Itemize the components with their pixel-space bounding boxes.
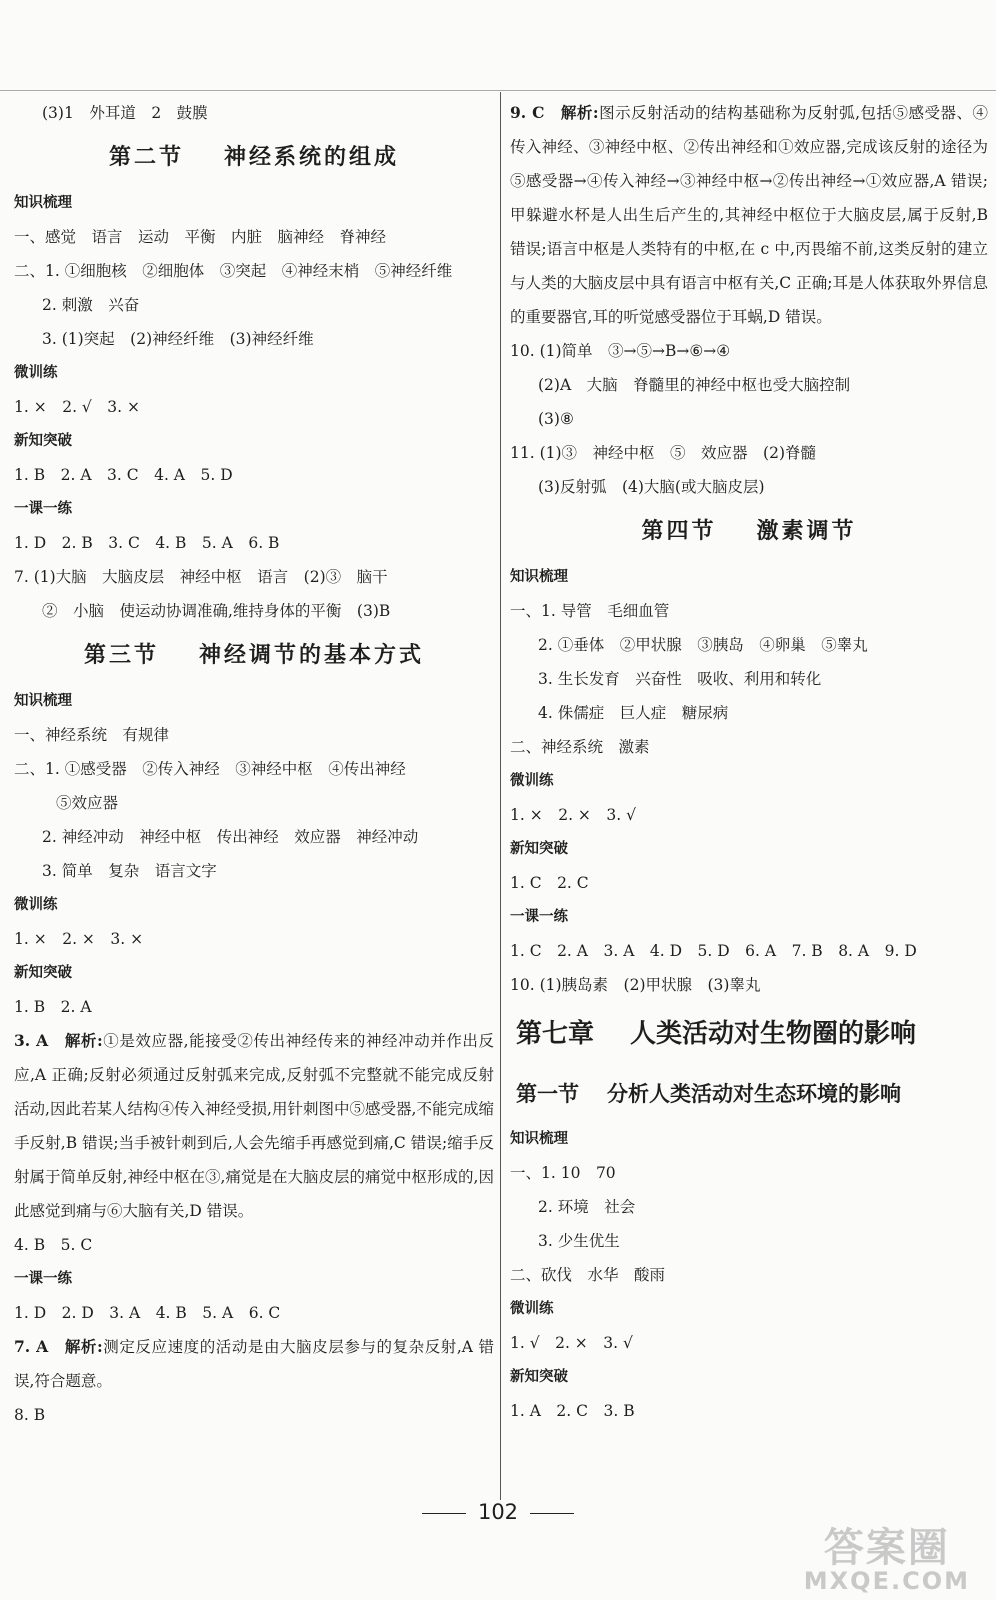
section-4-title xyxy=(510,504,988,560)
intro-answer: (3)1 外耳道 2 鼓膜 xyxy=(42,104,208,122)
answer-line: 1. × 2. × 3. × xyxy=(14,930,144,948)
answer-line: 1. C 2. A 3. A 4. D 5. D 6. A 7. B 8. A 9. D xyxy=(510,942,917,960)
section-1-answers xyxy=(510,1122,988,1428)
answer-head: 7. A 解析: xyxy=(14,1337,103,1356)
section-title: 分析人类活动对生态环境的影响 xyxy=(607,1082,901,1106)
answer-line: 1. B 2. A xyxy=(14,998,92,1016)
answer-line: (2)A 大脑 脊髓里的神经中枢也受大脑控制 xyxy=(538,376,851,394)
subheading: 一课一练 xyxy=(510,909,568,925)
answer-line: 2. 刺激 兴奋 xyxy=(42,296,140,314)
subheading: 知识梳理 xyxy=(510,1131,568,1147)
subheading: 知识梳理 xyxy=(14,693,72,709)
answer-line: 10. (1)胰岛素 (2)甲状腺 (3)睾丸 xyxy=(510,976,761,994)
answer-head: 3. A 解析: xyxy=(14,1031,103,1050)
section-2-answers xyxy=(14,186,494,628)
answers-q10-q11 xyxy=(510,334,988,504)
answer-line: 4. B 5. C xyxy=(14,1236,93,1254)
subheading: 知识梳理 xyxy=(510,569,568,585)
section-1-title xyxy=(510,1066,988,1122)
answer-line: 1. √ 2. × 3. √ xyxy=(510,1334,633,1352)
watermark-logo xyxy=(804,1516,970,1595)
answer-line: 1. C 2. C xyxy=(510,874,589,892)
left-column xyxy=(14,96,494,1432)
chapter-number: 第七章 xyxy=(516,1019,595,1049)
section-4-answers xyxy=(510,560,988,1002)
answer-line: 1. × 2. × 3. √ xyxy=(510,806,636,824)
subheading: 新知突破 xyxy=(14,433,72,449)
answer-line: ② 小脑 使运动协调准确,维持身体的平衡 (3)B xyxy=(42,602,391,620)
section-2-title xyxy=(14,130,494,186)
right-column xyxy=(510,96,988,1428)
subheading: 微训练 xyxy=(14,365,58,381)
subheading: 知识梳理 xyxy=(14,195,72,211)
answer-line: 11. (1)③ 神经中枢 ⑤ 效应器 (2)脊髓 xyxy=(510,444,816,462)
answer-explanation-q9 xyxy=(510,96,988,334)
answer-line: 8. B xyxy=(14,1406,46,1424)
subheading: 新知突破 xyxy=(14,965,72,981)
subheading: 一课一练 xyxy=(14,1271,72,1287)
section-number: 第四节 xyxy=(641,519,717,544)
section-number: 第二节 xyxy=(108,145,184,170)
chapter-7-title xyxy=(510,1002,988,1066)
answer-line: 2. 神经冲动 神经中枢 传出神经 效应器 神经冲动 xyxy=(42,828,419,846)
answer-line: ⑤效应器 xyxy=(56,794,119,812)
answer-line: 3. (1)突起 (2)神经纤维 (3)神经纤维 xyxy=(42,330,314,348)
section-3-answers xyxy=(14,684,494,1024)
explanation-text: 测定反应速度的活动是由大脑皮层参与的复杂反射,A 错误,符合题意。 xyxy=(14,1338,494,1390)
subheading: 新知突破 xyxy=(510,841,568,857)
explanation-text: 图示反射活动的结构基础称为反射弧,包括⑤感受器、④传入神经、③神经中枢、②传出神经和①效应器,完成该反射的途径为⑤感受器→④传入神经→③神经中枢→②传出神经→①效应器,A 错误;甲躲避水杯是人出生后产生的,其神经中枢位于大脑皮层,属于反射,B 错误;语言中枢是人类特有的中枢,在 c 中,丙畏缩不前,这类反射的建立与人类的大脑皮层中具有语言中枢有关,C 正确;耳是人体获取外界信息的重要器官,耳的听觉感受器位于耳蜗,D 错误。 xyxy=(510,104,988,326)
answer-line: 一、神经系统 有规律 xyxy=(14,726,170,744)
answer-line: 4. 侏儒症 巨人症 糖尿病 xyxy=(538,704,729,722)
answer-line: 1. × 2. √ 3. × xyxy=(14,398,140,416)
answer-line: 10. (1)简单 ③→⑤→B→⑥→④ xyxy=(510,342,731,360)
answer-line: 一、1. 导管 毛细血管 xyxy=(510,602,670,620)
answer-explanation-q3 xyxy=(14,1024,494,1228)
footer-rule-right xyxy=(530,1513,574,1514)
section-title: 激素调节 xyxy=(756,519,857,544)
subheading: 微训练 xyxy=(14,897,58,913)
column-divider xyxy=(500,92,501,1500)
answer-line: 1. D 2. D 3. A 4. B 5. A 6. C xyxy=(14,1304,281,1322)
subheading: 微训练 xyxy=(510,773,554,789)
watermark-text: 答案圈 xyxy=(823,1525,950,1571)
answer-line: 一、感觉 语言 运动 平衡 内脏 脑神经 脊神经 xyxy=(14,228,387,246)
answer-line: 2. 环境 社会 xyxy=(538,1198,636,1216)
section-title: 神经系统的组成 xyxy=(224,145,400,170)
subheading: 微训练 xyxy=(510,1301,554,1317)
explanation-text: ①是效应器,能接受②传出神经传来的神经冲动并作出反应,A 正确;反射必须通过反射弧来完成,反射弧不完整就不能完成反射活动,因此若某人结构④传入神经受损,用针刺图中⑤感受器,不能完成缩手反射,B 错误;当手被针刺到后,人会先缩手再感觉到痛,C 错误;缩手反射属于简单反射,神经中枢在③,痛觉是在大脑皮层的痛觉中枢形成的,因此感觉到痛与⑥大脑有关,D 错误。 xyxy=(14,1032,494,1220)
answer-line: 二、砍伐 水华 酸雨 xyxy=(510,1266,666,1284)
chapter-title: 人类活动对生物圈的影响 xyxy=(630,1019,917,1049)
answer-line: 3. 生长发育 兴奋性 吸收、利用和转化 xyxy=(538,670,822,688)
watermark-url: MXQE.COM xyxy=(803,1567,970,1595)
answer-line: 二、1. ①感受器 ②传入神经 ③神经中枢 ④传出神经 xyxy=(14,760,406,778)
section-number: 第三节 xyxy=(83,643,159,668)
subheading: 一课一练 xyxy=(14,501,72,517)
answer-line: (3)反射弧 (4)大脑(或大脑皮层) xyxy=(538,478,765,496)
answer-line: (3)⑧ xyxy=(538,410,574,428)
footer-rule-left xyxy=(422,1513,466,1514)
section-3-answers-more xyxy=(14,1228,494,1330)
subheading: 新知突破 xyxy=(510,1369,568,1385)
answer-line: 1. A 2. C 3. B xyxy=(510,1402,635,1420)
answer-line: 1. B 2. A 3. C 4. A 5. D xyxy=(14,466,233,484)
answer-line: 7. (1)大脑 大脑皮层 神经中枢 语言 (2)③ 脑干 xyxy=(14,568,388,586)
answer-line: 一、1. 10 70 xyxy=(510,1164,616,1182)
answer-line: 2. ①垂体 ②甲状腺 ③胰岛 ④卵巢 ⑤睾丸 xyxy=(538,636,868,654)
section-number: 第一节 xyxy=(516,1082,579,1106)
answer-line: 二、1. ①细胞核 ②细胞体 ③突起 ④神经末梢 ⑤神经纤维 xyxy=(14,262,453,280)
answer-line: 3. 简单 复杂 语言文字 xyxy=(42,862,217,880)
answer-explanation-q7 xyxy=(14,1330,494,1398)
answer-line: 二、神经系统 激素 xyxy=(510,738,650,756)
top-rule xyxy=(0,90,996,91)
answer-line: 3. 少生优生 xyxy=(538,1232,620,1250)
answer-head: 9. C 解析: xyxy=(510,103,599,122)
page-number: 102 xyxy=(477,1500,519,1524)
section-title: 神经调节的基本方式 xyxy=(199,643,425,668)
section-3-title xyxy=(14,628,494,684)
answer-line: 1. D 2. B 3. C 4. B 5. A 6. B xyxy=(14,534,280,552)
